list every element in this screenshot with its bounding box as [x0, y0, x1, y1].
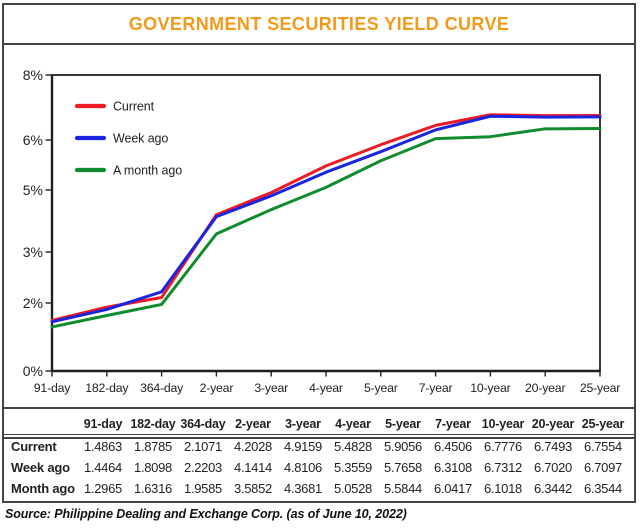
table-cell: 1.8098	[134, 460, 172, 475]
column-header: 3-year	[285, 416, 321, 431]
table-cell: 6.7097	[584, 460, 622, 475]
plot-area	[52, 75, 600, 371]
column-header: 364-day	[180, 416, 226, 431]
table-cell: 6.7020	[534, 460, 572, 475]
y-axis-label: 2%	[22, 294, 43, 311]
column-header: 2-year	[235, 416, 271, 431]
table-cell: 4.8106	[284, 460, 322, 475]
yield-table-panel	[2, 409, 636, 503]
column-header: 10-year	[481, 416, 525, 431]
table-cell: 1.2965	[84, 481, 122, 496]
y-axis-label: 0%	[22, 362, 43, 379]
x-axis-label: 5-year	[363, 381, 398, 395]
table-cell: 2.1071	[184, 439, 222, 454]
table-cell: 4.3681	[284, 481, 322, 496]
x-axis-label: 364-day	[140, 381, 184, 395]
y-axis-label: 8%	[22, 66, 43, 83]
table-cell: 6.7554	[584, 439, 622, 454]
row-label: Month ago	[11, 481, 75, 496]
column-header: 20-year	[531, 416, 575, 431]
series-line-week-ago	[52, 116, 600, 322]
column-header: 4-year	[335, 416, 371, 431]
column-header: 91-day	[83, 416, 123, 431]
table-corner	[4, 411, 78, 436]
table-cell: 6.3108	[434, 460, 472, 475]
title-bar	[2, 3, 636, 43]
x-axis-label: 2-year	[199, 381, 234, 395]
table-cell: 6.1018	[484, 481, 522, 496]
x-axis-label: 91-day	[33, 381, 71, 395]
series-line-month-ago	[52, 128, 600, 326]
x-axis-label: 7-year	[418, 381, 453, 395]
table-cell: 5.3559	[334, 460, 372, 475]
table-cell: 1.4464	[84, 460, 122, 475]
table-cell: 4.2028	[234, 439, 272, 454]
table-cell: 5.0528	[334, 481, 372, 496]
table-cell: 6.0417	[434, 481, 472, 496]
table-cell: 6.7493	[534, 439, 572, 454]
legend-label-current: Current	[113, 99, 154, 114]
table-header-separator-thick	[4, 437, 634, 439]
y-axis-label: 5%	[22, 181, 43, 198]
row-label: Week ago	[11, 460, 70, 475]
table-cell: 5.5844	[384, 481, 422, 496]
table-cell: 6.7312	[484, 460, 522, 475]
legend-label-week-ago: Week ago	[113, 131, 169, 146]
x-axis-label: 25-year	[579, 381, 621, 395]
table-cell: 6.3544	[584, 481, 622, 496]
table-cell: 6.7776	[484, 439, 522, 454]
table-cell: 1.4863	[84, 439, 122, 454]
y-axis-label: 3%	[22, 243, 43, 260]
table-cell: 5.9056	[384, 439, 422, 454]
column-header: 5-year	[385, 416, 421, 431]
column-header: 25-year	[581, 416, 625, 431]
legend-label-month-ago: A month ago	[113, 163, 183, 178]
yield-table	[4, 411, 628, 499]
page-title: GOVERNMENT SECURITIES YIELD CURVE	[128, 13, 510, 34]
x-axis-label: 4-year	[309, 381, 343, 395]
table-cell: 6.3442	[534, 481, 572, 496]
table-cell: 1.6316	[134, 481, 172, 496]
column-header: 182-day	[130, 416, 176, 431]
table-cell: 4.9159	[284, 439, 322, 454]
column-header: 7-year	[435, 416, 471, 431]
table-header-separator-thin	[4, 434, 634, 435]
table-cell: 2.2203	[184, 460, 222, 475]
row-label: Current	[11, 439, 57, 454]
y-axis-label: 6%	[22, 131, 43, 148]
yield-curve-chart	[4, 45, 634, 407]
table-cell: 5.7658	[384, 460, 422, 475]
x-axis-label: 182-day	[85, 381, 129, 395]
table-cell: 5.4828	[334, 439, 372, 454]
yield-curve-chart-panel	[2, 43, 636, 409]
x-axis-label: 10-year	[470, 381, 511, 395]
table-cell: 6.4506	[434, 439, 472, 454]
table-cell: 1.9585	[184, 481, 222, 496]
x-axis-label: 3-year	[254, 381, 289, 395]
table-cell: 3.5852	[234, 481, 272, 496]
x-axis-label: 20-year	[525, 381, 566, 395]
table-cell: 1.8785	[134, 439, 172, 454]
source-note: Source: Philippine Dealing and Exchange Corp. (as of June 10, 2022)	[5, 507, 407, 521]
table-cell: 4.1414	[234, 460, 272, 475]
